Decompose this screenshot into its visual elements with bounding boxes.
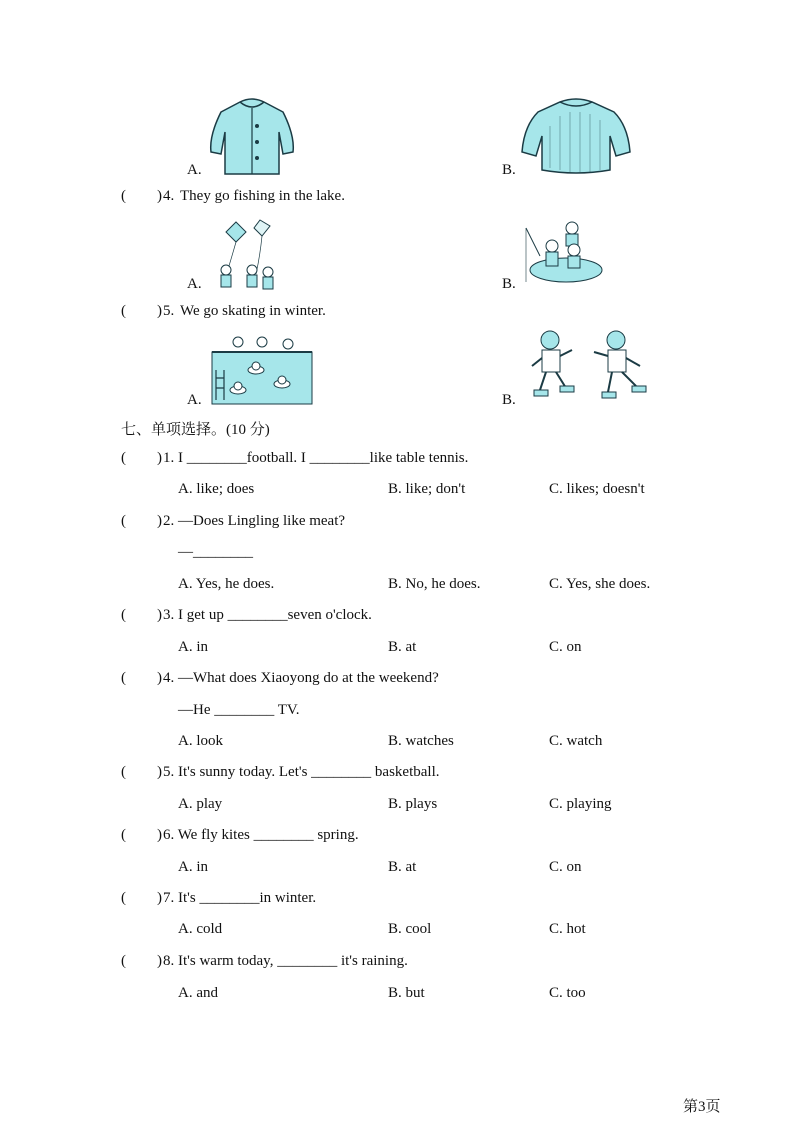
- s7-q4-stem: 4. —What does Xiaoyong do at the weekend?: [163, 670, 439, 686]
- q5-answer-paren-close: ): [157, 303, 162, 319]
- s7-q8-option-b[interactable]: B. but: [388, 985, 425, 1001]
- s7-q4-option-c[interactable]: C. watch: [549, 733, 603, 749]
- s7-q8-stem: 8. It's warm today, ________ it's raining.: [163, 953, 408, 969]
- q5-option-a-label[interactable]: A.: [187, 392, 202, 408]
- q4-answer-paren-open[interactable]: (: [121, 188, 126, 204]
- roller-skating-icon: [528, 328, 660, 406]
- s7-q3-option-b[interactable]: B. at: [388, 639, 417, 655]
- s7-q3-paren-open[interactable]: (: [121, 607, 126, 623]
- s7-q4-option-b[interactable]: B. watches: [388, 733, 454, 749]
- s7-q6-option-b[interactable]: B. at: [388, 859, 417, 875]
- sweater-icon: [520, 96, 632, 178]
- s7-q7-stem: 7. It's ________in winter.: [163, 890, 317, 906]
- s7-q3-option-c[interactable]: C. on: [549, 639, 582, 655]
- s7-q5-option-b[interactable]: B. plays: [388, 796, 438, 812]
- s7-q6-paren-close: ): [157, 827, 162, 843]
- s7-q2-answer-line: —________: [178, 544, 253, 560]
- s7-q3-paren-close: ): [157, 607, 162, 623]
- page-number: 第3页: [683, 1099, 721, 1115]
- s7-q8-option-c[interactable]: C. too: [549, 985, 586, 1001]
- s7-q7-option-c[interactable]: C. hot: [549, 921, 586, 937]
- s7-q1-option-c[interactable]: C. likes; doesn't: [549, 481, 645, 497]
- q5-answer-paren-open[interactable]: (: [121, 303, 126, 319]
- s7-q8-paren-open[interactable]: (: [121, 953, 126, 969]
- s7-q1-paren-close: ): [157, 450, 162, 466]
- s7-q2-paren-close: ): [157, 513, 162, 529]
- s7-q3-option-a[interactable]: A. in: [178, 639, 208, 655]
- s7-q5-stem: 5. It's sunny today. Let's ________ basketball.: [163, 764, 440, 780]
- s7-q4-answer-line: —He ________ TV.: [178, 702, 300, 718]
- raincoat-icon: [205, 96, 300, 176]
- s7-q8-paren-close: ): [157, 953, 162, 969]
- s7-q7-option-b[interactable]: B. cool: [388, 921, 432, 937]
- s7-q2-option-a[interactable]: A. Yes, he does.: [178, 576, 275, 592]
- q5-text: We go skating in winter.: [180, 303, 326, 319]
- s7-q4-paren-open[interactable]: (: [121, 670, 126, 686]
- s7-q2-paren-open[interactable]: (: [121, 513, 126, 529]
- s7-q5-option-a[interactable]: A. play: [178, 796, 223, 812]
- s7-q4-paren-close: ): [157, 670, 162, 686]
- s7-q2-option-b[interactable]: B. No, he does.: [388, 576, 481, 592]
- s7-q1-paren-open[interactable]: (: [121, 450, 126, 466]
- q5-number: 5.: [163, 303, 175, 319]
- s7-q7-paren-close: ): [157, 890, 162, 906]
- q4-option-a-label[interactable]: A.: [187, 276, 202, 292]
- q3-option-b-label[interactable]: B.: [502, 162, 516, 178]
- s7-q6-stem: 6. We fly kites ________ spring.: [163, 827, 359, 843]
- q4-option-b-label[interactable]: B.: [502, 276, 516, 292]
- s7-q5-paren-open[interactable]: (: [121, 764, 126, 780]
- fishing-children-icon: [522, 216, 604, 290]
- s7-q4-option-a[interactable]: A. look: [178, 733, 223, 749]
- s7-q6-paren-open[interactable]: (: [121, 827, 126, 843]
- s7-q3-stem: 3. I get up ________seven o'clock.: [163, 607, 372, 623]
- s7-q6-option-a[interactable]: A. in: [178, 859, 208, 875]
- q5-option-b-label[interactable]: B.: [502, 392, 516, 408]
- s7-q5-paren-close: ): [157, 764, 162, 780]
- kite-flying-icon: [208, 216, 284, 292]
- s7-q2-option-c[interactable]: C. Yes, she does.: [549, 576, 651, 592]
- s7-q1-stem: 1. I ________football. I ________like table tennis.: [163, 450, 469, 466]
- section7-title: 七、单项选择。(10 分): [121, 422, 270, 438]
- s7-q7-option-a[interactable]: A. cold: [178, 921, 223, 937]
- s7-q5-option-c[interactable]: C. playing: [549, 796, 612, 812]
- q4-text: They go fishing in the lake.: [180, 188, 345, 204]
- s7-q2-stem: 2. —Does Lingling like meat?: [163, 513, 346, 529]
- s7-q6-option-c[interactable]: C. on: [549, 859, 582, 875]
- s7-q7-paren-open[interactable]: (: [121, 890, 126, 906]
- q4-answer-paren-close: ): [157, 188, 162, 204]
- swimming-pool-icon: [208, 330, 314, 406]
- s7-q1-option-b[interactable]: B. like; don't: [388, 481, 466, 497]
- s7-q1-option-a[interactable]: A. like; does: [178, 481, 255, 497]
- q3-option-a-label[interactable]: A.: [187, 162, 202, 178]
- s7-q8-option-a[interactable]: A. and: [178, 985, 218, 1001]
- q4-number: 4.: [163, 188, 175, 204]
